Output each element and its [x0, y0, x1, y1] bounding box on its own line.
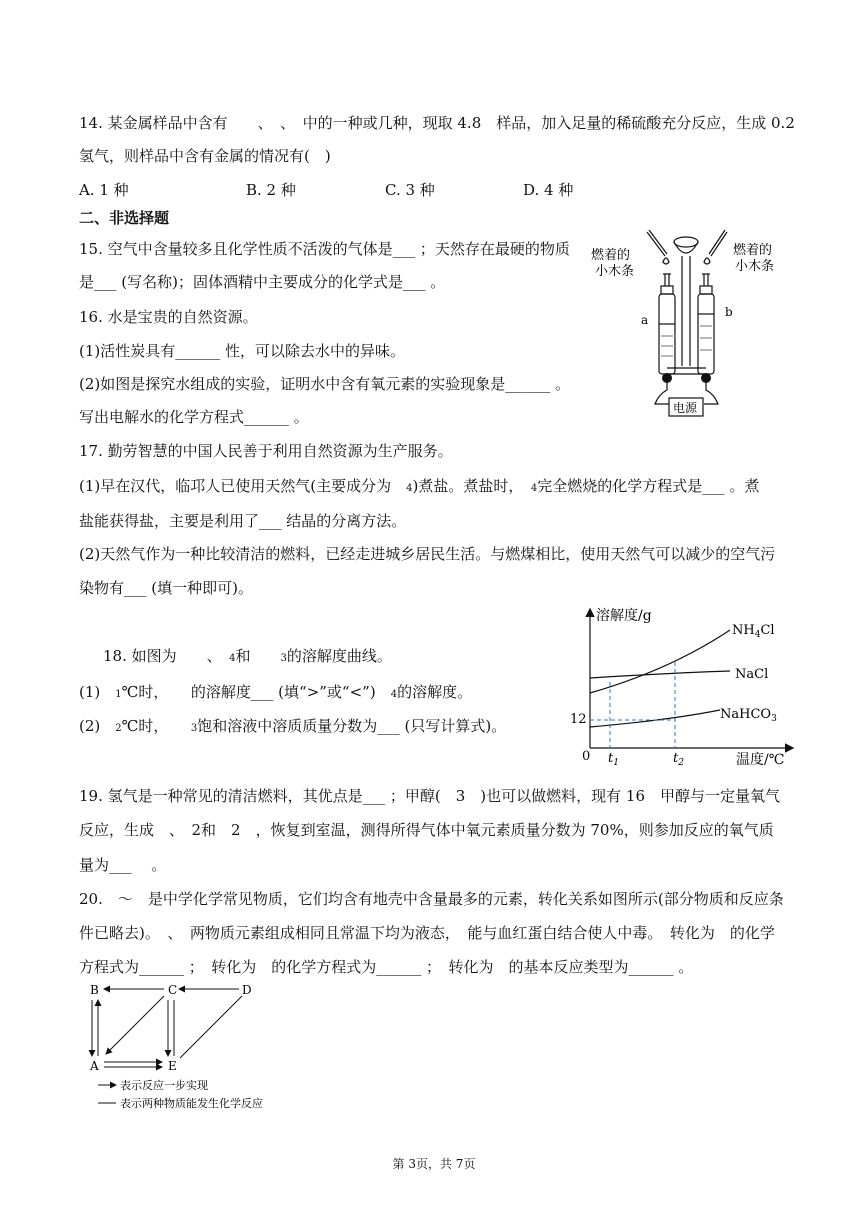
legend-arrow-label: 表示反应一步实现	[120, 1079, 208, 1092]
solubility-chart	[560, 600, 800, 768]
y-axis-label: 溶解度/g	[596, 608, 652, 624]
left-match-label: 燃着的小木条	[591, 248, 635, 279]
x-tick-t2: $t_2$	[673, 751, 684, 768]
node-e: E	[168, 1059, 177, 1073]
origin-label: 0	[582, 749, 591, 764]
x-axis-label: 温度/℃	[736, 752, 785, 768]
series-label-nacl: NaCl	[735, 667, 769, 682]
q17-line5: 染物有___ (填一种即可)。	[79, 579, 253, 597]
node-a: A	[90, 1059, 99, 1073]
tube-b-label: b	[725, 305, 733, 319]
q14-line1: 14. 某金属样品中含有 、 、 中的一种或几种，现取 4.8 样品，加入足量的稀硫酸充分反应，生成 0.2	[79, 114, 795, 132]
q16-line4: 写出电解水的化学方程式______ 。	[79, 408, 309, 426]
node-d: D	[242, 983, 252, 997]
q15-line2: 是___ (写名称)；固体酒精中主要成分的化学式是___ 。	[79, 273, 446, 291]
series-label-nh4cl: $NH_4Cl$	[732, 623, 775, 640]
q14-line2: 氢气，则样品中含有金属的情况有( )	[79, 147, 331, 165]
q18-line1: 18. 如图为 、 4和 3的溶解度曲线。	[103, 647, 392, 665]
x-tick-t1: $t_1$	[608, 751, 619, 768]
curve-nh4cl	[590, 630, 730, 693]
q14-option-d: D. 4 种	[523, 181, 574, 199]
q15-line1: 15. 空气中含量较多且化学性质不活泼的气体是___ ；天然存在最硬的物质	[79, 240, 570, 258]
q19-line3: 量为___ 。	[79, 856, 167, 874]
y-tick-label: 12	[570, 712, 587, 727]
q17-line3: 盐能获得盐，主要是利用了___ 结晶的分离方法。	[79, 512, 407, 530]
q19-line1: 19. 氢气是一种常见的清洁燃料，其优点是___ ；甲醇( 3 )也可以做燃料，现有 16 甲醇与一定量氧气	[79, 787, 780, 805]
section-heading: 二、非选择题	[79, 209, 170, 227]
q20-line1: 20. ～ 是中学化学常见物质，它们均含有地壳中含量最多的元素，转化关系如图所示(部分物质和反应条	[79, 890, 784, 908]
curve-nacl	[590, 671, 730, 678]
tube-a-label: a	[641, 313, 649, 327]
right-match-label: 燃着的小木条	[733, 243, 775, 274]
relation-diagram	[84, 980, 314, 1120]
electrolysis-figure	[585, 226, 795, 426]
q17-line1: 17. 勤劳智慧的中国人民善于利用自然资源为生产服务。	[79, 442, 453, 460]
power-label: 电源	[673, 401, 698, 415]
q18-line3: (2) 2℃时， 3饱和溶液中溶质质量分数为___ (只写计算式)。	[79, 717, 507, 735]
series-label-nahco3: NaHCO$_3$	[720, 707, 777, 724]
q17-line2: (1)早在汉代，临邛人已使用天然气(主要成分为 4)煮盐。煮盐时， 4完全燃烧的化学方程式是___ 。煮	[79, 477, 760, 495]
q16-line1: 16. 水是宝贵的自然资源。	[79, 308, 258, 326]
q18-line2: (1) 1℃时， 的溶解度___ (填“>”或“<”) 4的溶解度。	[79, 683, 473, 701]
node-b: B	[90, 983, 99, 997]
legend-line-label: 表示两种物质能发生化学反应	[120, 1097, 263, 1110]
q14-option-b: B. 2 种	[246, 181, 296, 199]
q20-line3: 方程式为______ ； 转化为 的化学方程式为______ ； 转化为 的基本反应类型为______ 。	[79, 958, 694, 976]
node-c: C	[168, 983, 178, 997]
q19-line2: 反应，生成 、 2和 2 ，恢复到室温，测得所得气体中氧元素质量分数为 70%，则参加反应的氧气质	[79, 821, 774, 839]
page-footer: 第 3页，共 7页	[392, 1157, 476, 1171]
q14-option-c: C. 3 种	[385, 181, 435, 199]
q20-line2: 件已略去)。 、 两物质元素组成相同且常温下均为液态， 能与血红蛋白结合使人中毒。 转化为 的化学	[79, 924, 775, 942]
q14-option-a: A. 1 种	[79, 181, 129, 199]
q16-line2: (1)活性炭具有______ 性，可以除去水中的异味。	[79, 342, 406, 360]
q16-line3: (2)如图是探究水组成的实验，证明水中含有氧元素的实验现象是______ 。	[79, 375, 571, 393]
q17-line4: (2)天然气作为一种比较清洁的燃料，已经走进城乡居民生活。与燃煤相比，使用天然气可以减少的空气污	[79, 545, 776, 563]
